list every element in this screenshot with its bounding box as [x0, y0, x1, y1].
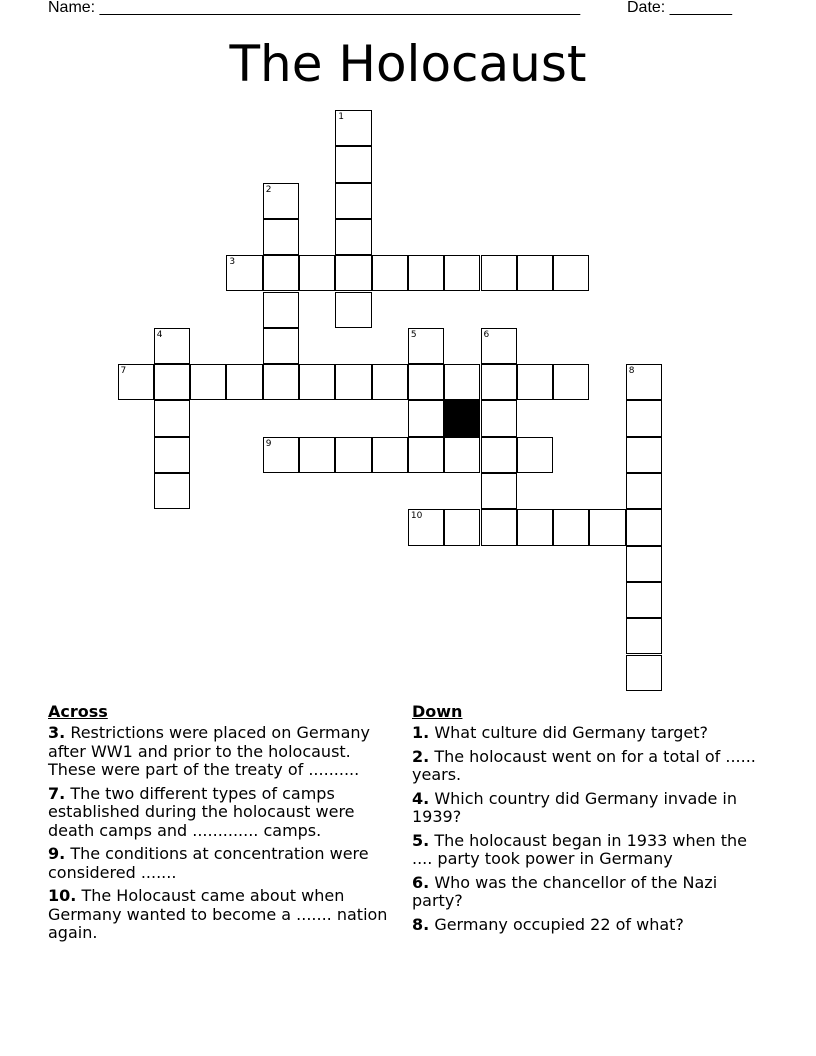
grid-cell[interactable]: [154, 473, 190, 509]
grid-cell[interactable]: [154, 364, 190, 400]
grid-cell[interactable]: [263, 219, 299, 255]
clue-number-label: 9: [265, 438, 272, 449]
grid-cell[interactable]: [335, 437, 371, 473]
grid-cell[interactable]: [335, 110, 371, 146]
clue-number-label: 4: [156, 329, 163, 340]
clue-text: What culture did Germany target?: [434, 723, 708, 742]
grid-cell[interactable]: [335, 292, 371, 328]
clue-text: Germany occupied 22 of what?: [434, 914, 684, 934]
grid-cell[interactable]: [226, 255, 262, 291]
grid-cell[interactable]: [626, 509, 662, 545]
grid-cell[interactable]: [372, 364, 408, 400]
clue-number: 8.: [412, 914, 430, 934]
grid-cell[interactable]: [299, 364, 335, 400]
grid-cell[interactable]: [335, 219, 371, 255]
black-square: [444, 400, 480, 436]
grid-cell[interactable]: [626, 473, 662, 509]
grid-cell[interactable]: [408, 400, 444, 436]
clue-number: 9.: [48, 844, 66, 863]
grid-cell[interactable]: [263, 255, 299, 291]
grid-cell[interactable]: [408, 255, 444, 291]
grid-cell[interactable]: [226, 364, 262, 400]
grid-cell[interactable]: [481, 473, 517, 509]
clue-number: 2.: [412, 746, 430, 766]
page-title: The Holocaust: [229, 35, 587, 93]
grid-cell[interactable]: [553, 509, 589, 545]
clue-across-9: [48, 845, 393, 882]
grid-cell[interactable]: [335, 146, 371, 182]
clue-number: 6.: [412, 872, 430, 892]
grid-cell[interactable]: [299, 437, 335, 473]
date-field-label[interactable]: Date: _______: [627, 0, 732, 16]
grid-cell[interactable]: [481, 364, 517, 400]
clue-number: 4.: [412, 788, 430, 808]
clue-text: The conditions at concentration were considered .......: [48, 844, 369, 882]
clue-number-label: 7: [120, 366, 127, 377]
grid-cell[interactable]: [263, 328, 299, 364]
grid-cell[interactable]: [408, 509, 444, 545]
clue-number-label: 5: [410, 329, 417, 340]
grid-cell[interactable]: [481, 509, 517, 545]
clue-down-1: [412, 724, 762, 743]
clue-down-5: [412, 832, 762, 869]
across-clues: [48, 702, 393, 948]
grid-cell[interactable]: [335, 183, 371, 219]
grid-cell[interactable]: [335, 364, 371, 400]
grid-cell[interactable]: [154, 437, 190, 473]
grid-cell[interactable]: [517, 509, 553, 545]
clue-down-6: [412, 874, 762, 911]
down-clues: [412, 702, 762, 939]
clue-text: The holocaust went on for a total of ...... years.: [412, 746, 756, 784]
grid-cell[interactable]: [589, 509, 625, 545]
grid-cell[interactable]: [154, 400, 190, 436]
clue-number-label: 2: [265, 184, 272, 195]
grid-cell[interactable]: [626, 400, 662, 436]
grid-cell[interactable]: [154, 328, 190, 364]
grid-cell[interactable]: [335, 255, 371, 291]
grid-cell[interactable]: [481, 400, 517, 436]
grid-cell[interactable]: [408, 328, 444, 364]
clue-number-label: 10: [410, 511, 423, 522]
grid-cell[interactable]: [481, 437, 517, 473]
grid-cell[interactable]: [444, 509, 480, 545]
clue-text: Restrictions were placed on Germany after WW1 and prior to the holocaust. These were part of the treaty of ..........: [48, 723, 370, 779]
grid-cell[interactable]: [408, 437, 444, 473]
clue-number-label: 3: [229, 257, 236, 268]
grid-cell[interactable]: [263, 183, 299, 219]
clue-number-label: 8: [628, 366, 635, 377]
down-heading: Down: [412, 702, 463, 721]
grid-cell[interactable]: [372, 437, 408, 473]
clue-number: 7.: [48, 783, 66, 803]
grid-cell[interactable]: [372, 255, 408, 291]
grid-cell[interactable]: [444, 255, 480, 291]
grid-cell[interactable]: [626, 618, 662, 654]
grid-cell[interactable]: [626, 582, 662, 618]
grid-cell[interactable]: [626, 437, 662, 473]
clue-number-label: 1: [338, 112, 345, 122]
grid-cell[interactable]: [190, 364, 226, 400]
grid-cell[interactable]: [626, 546, 662, 582]
grid-cell[interactable]: [444, 437, 480, 473]
grid-cell[interactable]: [263, 292, 299, 328]
grid-cell[interactable]: [263, 364, 299, 400]
clue-down-2: [412, 748, 762, 785]
clue-text: Which country did Germany invade in 1939?: [412, 788, 738, 826]
clue-down-8: [412, 916, 762, 935]
clue-number: 3.: [48, 723, 66, 742]
grid-cell[interactable]: [263, 437, 299, 473]
clue-text: The holocaust began in 1933 when the .... party took power in Germany: [412, 830, 747, 868]
clue-text: Who was the chancellor of the Nazi party?: [412, 872, 718, 910]
clue-across-3: [48, 724, 393, 780]
grid-cell[interactable]: [626, 655, 662, 691]
name-field-label[interactable]: Name: ______________________________________________________: [48, 0, 581, 16]
clue-number-label: 6: [483, 329, 490, 340]
across-heading: Across: [48, 702, 108, 721]
grid-cell[interactable]: [408, 364, 444, 400]
clue-down-4: [412, 790, 762, 827]
grid-cell[interactable]: [444, 364, 480, 400]
clue-across-7: [48, 785, 393, 841]
clue-text: The Holocaust came about when Germany wanted to become a ....... nation again.: [48, 886, 388, 942]
clue-across-10: [48, 887, 393, 943]
grid-cell[interactable]: [517, 437, 553, 473]
grid-cell[interactable]: [118, 364, 154, 400]
clue-number: 5.: [412, 830, 430, 850]
grid-cell[interactable]: [553, 255, 589, 291]
grid-cell[interactable]: [299, 255, 335, 291]
clue-text: The two different types of camps established during the holocaust were death camps and ............. camps.: [48, 783, 355, 840]
grid-cell[interactable]: [481, 328, 517, 364]
grid-cell[interactable]: [517, 364, 553, 400]
clue-number: 10.: [48, 886, 77, 905]
grid-cell[interactable]: [626, 364, 662, 400]
grid-cell[interactable]: [481, 255, 517, 291]
clue-number: 1.: [412, 723, 430, 742]
grid-cell[interactable]: [517, 255, 553, 291]
grid-cell[interactable]: [553, 364, 589, 400]
